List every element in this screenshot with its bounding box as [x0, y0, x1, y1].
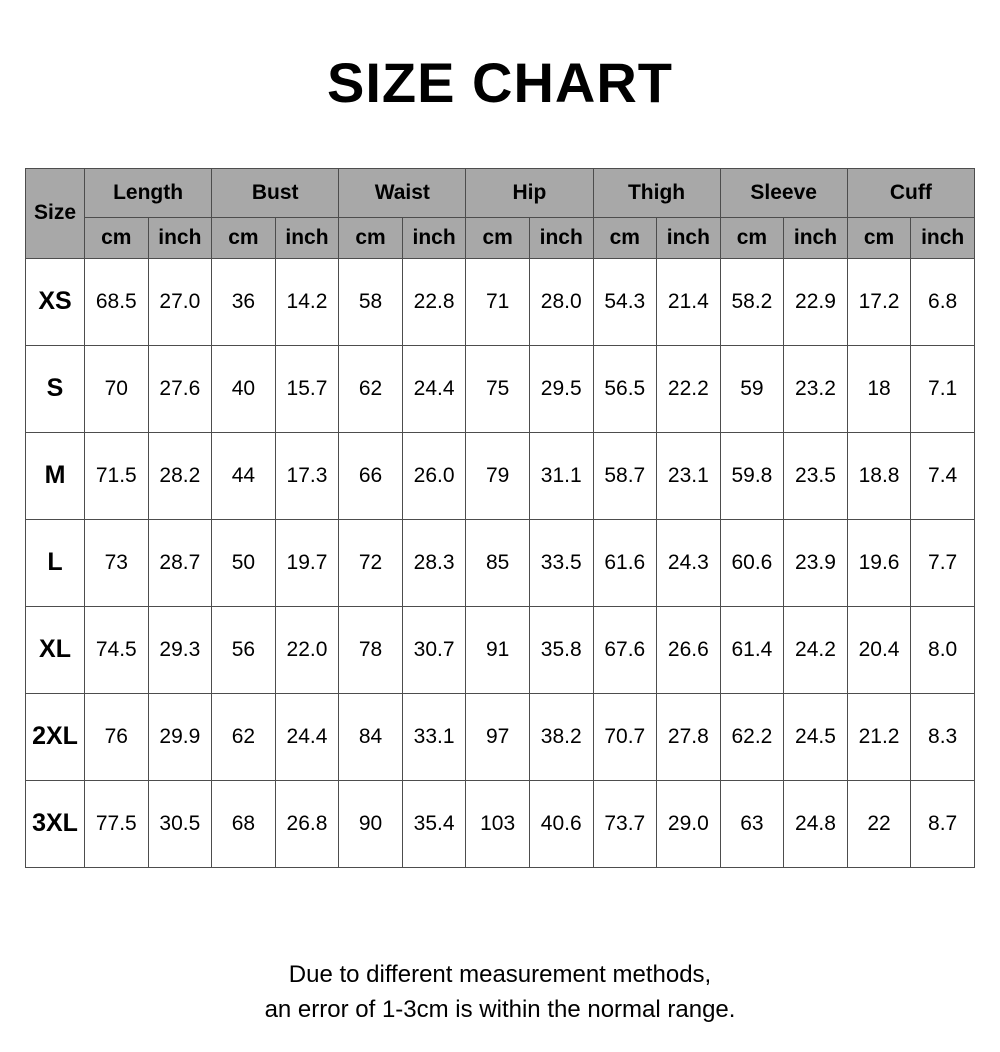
cell-thigh-cm: 73.7 — [593, 780, 657, 867]
cell-sleeve-inch: 22.9 — [784, 258, 848, 345]
cell-waist-cm: 84 — [339, 693, 403, 780]
header-unit-length-cm: cm — [85, 217, 149, 258]
table-header — [26, 168, 975, 258]
header-group-row — [26, 168, 975, 217]
cell-waist-inch: 26.0 — [402, 432, 466, 519]
cell-thigh-inch: 27.8 — [657, 693, 721, 780]
cell-thigh-cm: 67.6 — [593, 606, 657, 693]
cell-sleeve-inch: 23.9 — [784, 519, 848, 606]
cell-bust-cm: 62 — [212, 693, 276, 780]
header-unit-sleeve-inch: inch — [784, 217, 848, 258]
cell-thigh-inch: 23.1 — [657, 432, 721, 519]
header-unit-cuff-cm: cm — [847, 217, 911, 258]
header-unit-thigh-inch: inch — [657, 217, 721, 258]
cell-thigh-cm: 54.3 — [593, 258, 657, 345]
header-group-sleeve: Sleeve — [720, 168, 847, 217]
cell-hip-inch: 31.1 — [529, 432, 593, 519]
row-size-label: S — [26, 345, 85, 432]
table-body — [26, 258, 975, 867]
cell-length-inch: 27.0 — [148, 258, 212, 345]
header-group-waist: Waist — [339, 168, 466, 217]
table-row — [26, 432, 975, 519]
row-size-label: L — [26, 519, 85, 606]
cell-waist-cm: 66 — [339, 432, 403, 519]
cell-bust-inch: 24.4 — [275, 693, 339, 780]
cell-thigh-inch: 22.2 — [657, 345, 721, 432]
cell-bust-inch: 19.7 — [275, 519, 339, 606]
row-size-label: 2XL — [26, 693, 85, 780]
cell-thigh-inch: 21.4 — [657, 258, 721, 345]
cell-sleeve-cm: 59 — [720, 345, 784, 432]
table-row — [26, 780, 975, 867]
cell-cuff-inch: 8.7 — [911, 780, 975, 867]
cell-length-cm: 71.5 — [85, 432, 149, 519]
cell-length-cm: 73 — [85, 519, 149, 606]
size-chart-table — [25, 168, 975, 868]
cell-bust-cm: 68 — [212, 780, 276, 867]
cell-length-inch: 29.9 — [148, 693, 212, 780]
cell-sleeve-cm: 60.6 — [720, 519, 784, 606]
cell-sleeve-inch: 23.5 — [784, 432, 848, 519]
page-title: SIZE CHART — [327, 51, 673, 114]
cell-waist-inch: 35.4 — [402, 780, 466, 867]
cell-cuff-cm: 17.2 — [847, 258, 911, 345]
cell-thigh-inch: 26.6 — [657, 606, 721, 693]
cell-hip-cm: 97 — [466, 693, 530, 780]
cell-hip-inch: 28.0 — [529, 258, 593, 345]
row-size-label: XL — [26, 606, 85, 693]
note-line-1: Due to different measurement methods, — [288, 961, 712, 989]
cell-bust-inch: 22.0 — [275, 606, 339, 693]
cell-waist-inch: 22.8 — [402, 258, 466, 345]
cell-sleeve-cm: 59.8 — [720, 432, 784, 519]
table-row — [26, 693, 975, 780]
header-unit-thigh-cm: cm — [593, 217, 657, 258]
header-unit-hip-cm: cm — [466, 217, 530, 258]
header-unit-waist-cm: cm — [339, 217, 403, 258]
cell-length-inch: 30.5 — [148, 780, 212, 867]
table-row — [26, 258, 975, 345]
cell-length-inch: 28.7 — [148, 519, 212, 606]
cell-bust-cm: 44 — [212, 432, 276, 519]
cell-waist-inch: 28.3 — [402, 519, 466, 606]
cell-bust-cm: 36 — [212, 258, 276, 345]
cell-waist-inch: 30.7 — [402, 606, 466, 693]
cell-hip-inch: 40.6 — [529, 780, 593, 867]
cell-bust-cm: 40 — [212, 345, 276, 432]
cell-hip-cm: 103 — [466, 780, 530, 867]
cell-thigh-cm: 61.6 — [593, 519, 657, 606]
cell-length-inch: 29.3 — [148, 606, 212, 693]
header-unit-bust-cm: cm — [212, 217, 276, 258]
measurement-note — [0, 958, 1000, 1028]
row-size-label: XS — [26, 258, 85, 345]
note-line-2: an error of 1-3cm is within the normal range. — [264, 996, 736, 1024]
cell-sleeve-cm: 62.2 — [720, 693, 784, 780]
cell-waist-cm: 90 — [339, 780, 403, 867]
header-size: Size — [26, 168, 85, 258]
cell-cuff-cm: 21.2 — [847, 693, 911, 780]
cell-bust-cm: 56 — [212, 606, 276, 693]
cell-thigh-inch: 29.0 — [657, 780, 721, 867]
cell-sleeve-cm: 63 — [720, 780, 784, 867]
cell-cuff-inch: 8.3 — [911, 693, 975, 780]
cell-bust-cm: 50 — [212, 519, 276, 606]
header-group-length: Length — [85, 168, 212, 217]
cell-cuff-cm: 19.6 — [847, 519, 911, 606]
cell-cuff-cm: 18.8 — [847, 432, 911, 519]
cell-thigh-cm: 58.7 — [593, 432, 657, 519]
cell-waist-cm: 78 — [339, 606, 403, 693]
cell-thigh-cm: 70.7 — [593, 693, 657, 780]
cell-waist-inch: 33.1 — [402, 693, 466, 780]
cell-bust-inch: 17.3 — [275, 432, 339, 519]
cell-hip-inch: 29.5 — [529, 345, 593, 432]
header-group-bust: Bust — [212, 168, 339, 217]
cell-hip-cm: 85 — [466, 519, 530, 606]
cell-waist-cm: 72 — [339, 519, 403, 606]
size-chart-table-wrap — [25, 168, 975, 868]
cell-length-inch: 28.2 — [148, 432, 212, 519]
cell-length-cm: 76 — [85, 693, 149, 780]
table-row — [26, 519, 975, 606]
header-unit-hip-inch: inch — [529, 217, 593, 258]
cell-cuff-inch: 7.4 — [911, 432, 975, 519]
cell-cuff-cm: 22 — [847, 780, 911, 867]
row-size-label: 3XL — [26, 780, 85, 867]
cell-bust-inch: 26.8 — [275, 780, 339, 867]
cell-length-inch: 27.6 — [148, 345, 212, 432]
cell-bust-inch: 15.7 — [275, 345, 339, 432]
cell-sleeve-inch: 23.2 — [784, 345, 848, 432]
cell-length-cm: 77.5 — [85, 780, 149, 867]
header-unit-sleeve-cm: cm — [720, 217, 784, 258]
cell-waist-inch: 24.4 — [402, 345, 466, 432]
cell-cuff-cm: 18 — [847, 345, 911, 432]
cell-hip-cm: 79 — [466, 432, 530, 519]
cell-hip-cm: 91 — [466, 606, 530, 693]
cell-sleeve-cm: 61.4 — [720, 606, 784, 693]
cell-bust-inch: 14.2 — [275, 258, 339, 345]
cell-hip-inch: 38.2 — [529, 693, 593, 780]
header-unit-length-inch: inch — [148, 217, 212, 258]
cell-cuff-inch: 7.1 — [911, 345, 975, 432]
cell-sleeve-cm: 58.2 — [720, 258, 784, 345]
header-group-cuff: Cuff — [847, 168, 974, 217]
header-group-thigh: Thigh — [593, 168, 720, 217]
cell-hip-inch: 33.5 — [529, 519, 593, 606]
cell-cuff-cm: 20.4 — [847, 606, 911, 693]
cell-sleeve-inch: 24.5 — [784, 693, 848, 780]
size-chart-page — [0, 52, 1000, 1052]
cell-hip-cm: 75 — [466, 345, 530, 432]
cell-sleeve-inch: 24.8 — [784, 780, 848, 867]
cell-cuff-inch: 6.8 — [911, 258, 975, 345]
cell-cuff-inch: 8.0 — [911, 606, 975, 693]
row-size-label: M — [26, 432, 85, 519]
cell-length-cm: 70 — [85, 345, 149, 432]
cell-waist-cm: 62 — [339, 345, 403, 432]
cell-hip-cm: 71 — [466, 258, 530, 345]
cell-waist-cm: 58 — [339, 258, 403, 345]
cell-length-cm: 74.5 — [85, 606, 149, 693]
cell-cuff-inch: 7.7 — [911, 519, 975, 606]
header-unit-bust-inch: inch — [275, 217, 339, 258]
cell-thigh-inch: 24.3 — [657, 519, 721, 606]
header-unit-waist-inch: inch — [402, 217, 466, 258]
header-unit-cuff-inch: inch — [911, 217, 975, 258]
cell-hip-inch: 35.8 — [529, 606, 593, 693]
header-group-hip: Hip — [466, 168, 593, 217]
table-row — [26, 345, 975, 432]
table-row — [26, 606, 975, 693]
cell-thigh-cm: 56.5 — [593, 345, 657, 432]
header-unit-row — [26, 217, 975, 258]
cell-sleeve-inch: 24.2 — [784, 606, 848, 693]
cell-length-cm: 68.5 — [85, 258, 149, 345]
